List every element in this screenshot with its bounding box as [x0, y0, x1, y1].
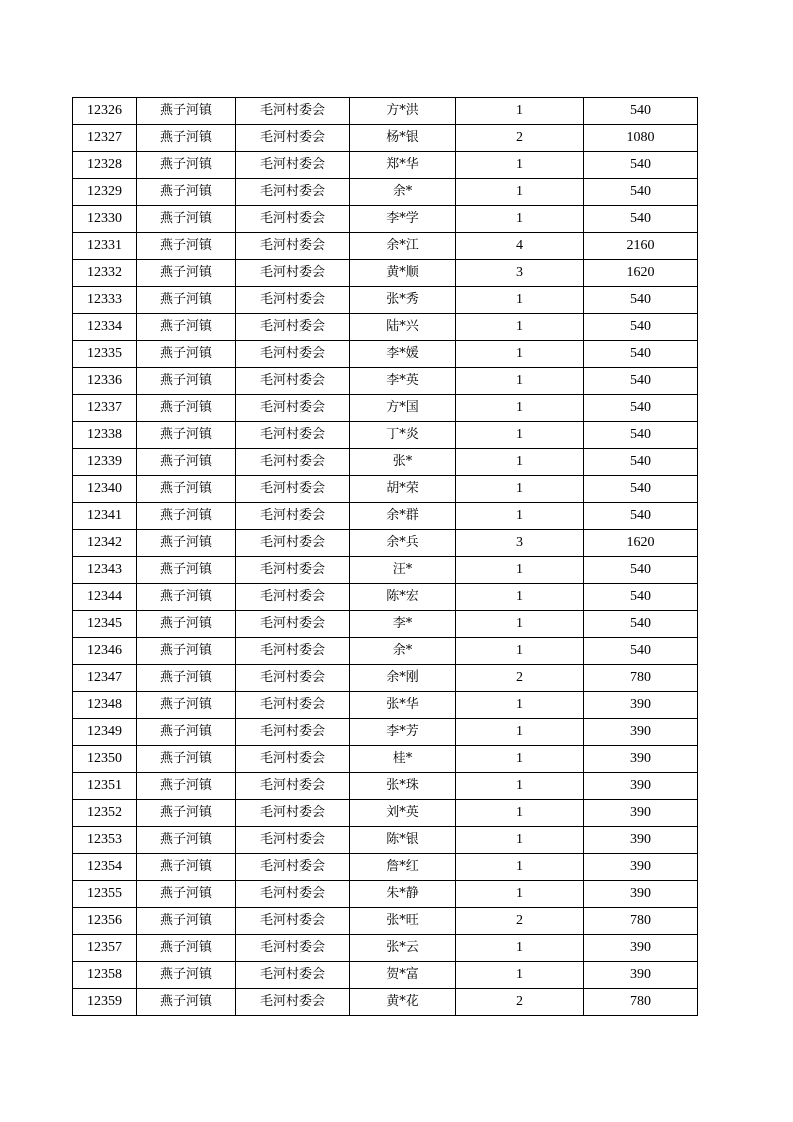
village-cell: 毛河村委会 — [236, 854, 350, 881]
amount-cell: 540 — [584, 422, 698, 449]
count-cell: 1 — [456, 800, 584, 827]
town-cell: 燕子河镇 — [137, 665, 236, 692]
village-cell: 毛河村委会 — [236, 98, 350, 125]
row-id-cell: 12346 — [73, 638, 137, 665]
name-cell: 方*国 — [350, 395, 456, 422]
table-row — [73, 935, 698, 962]
name-cell: 黄*花 — [350, 989, 456, 1016]
table-row — [73, 800, 698, 827]
town-cell: 燕子河镇 — [137, 125, 236, 152]
amount-cell: 540 — [584, 638, 698, 665]
name-cell: 张*华 — [350, 692, 456, 719]
name-cell: 汪* — [350, 557, 456, 584]
name-cell: 余*江 — [350, 233, 456, 260]
table-row — [73, 989, 698, 1016]
count-cell: 1 — [456, 773, 584, 800]
table-row — [73, 449, 698, 476]
amount-cell: 390 — [584, 827, 698, 854]
town-cell: 燕子河镇 — [137, 854, 236, 881]
town-cell: 燕子河镇 — [137, 584, 236, 611]
row-id-cell: 12340 — [73, 476, 137, 503]
table-row — [73, 395, 698, 422]
table-row — [73, 206, 698, 233]
village-cell: 毛河村委会 — [236, 584, 350, 611]
name-cell: 陈*银 — [350, 827, 456, 854]
count-cell: 1 — [456, 179, 584, 206]
table-row — [73, 719, 698, 746]
count-cell: 3 — [456, 530, 584, 557]
village-cell: 毛河村委会 — [236, 260, 350, 287]
town-cell: 燕子河镇 — [137, 152, 236, 179]
village-cell: 毛河村委会 — [236, 233, 350, 260]
town-cell: 燕子河镇 — [137, 773, 236, 800]
name-cell: 余* — [350, 179, 456, 206]
table-row — [73, 692, 698, 719]
count-cell: 1 — [456, 341, 584, 368]
row-id-cell: 12343 — [73, 557, 137, 584]
village-cell: 毛河村委会 — [236, 692, 350, 719]
row-id-cell: 12355 — [73, 881, 137, 908]
table-row — [73, 773, 698, 800]
amount-cell: 390 — [584, 719, 698, 746]
town-cell: 燕子河镇 — [137, 98, 236, 125]
name-cell: 余* — [350, 638, 456, 665]
table-row — [73, 233, 698, 260]
village-cell: 毛河村委会 — [236, 638, 350, 665]
row-id-cell: 12347 — [73, 665, 137, 692]
count-cell: 1 — [456, 368, 584, 395]
count-cell: 1 — [456, 935, 584, 962]
row-id-cell: 12328 — [73, 152, 137, 179]
count-cell: 1 — [456, 206, 584, 233]
table-row — [73, 962, 698, 989]
row-id-cell: 12335 — [73, 341, 137, 368]
table-row — [73, 584, 698, 611]
name-cell: 李*媛 — [350, 341, 456, 368]
village-cell: 毛河村委会 — [236, 395, 350, 422]
count-cell: 1 — [456, 557, 584, 584]
name-cell: 余*兵 — [350, 530, 456, 557]
count-cell: 1 — [456, 287, 584, 314]
village-cell: 毛河村委会 — [236, 557, 350, 584]
town-cell: 燕子河镇 — [137, 746, 236, 773]
count-cell: 1 — [456, 827, 584, 854]
table-body — [73, 98, 698, 1016]
village-cell: 毛河村委会 — [236, 530, 350, 557]
name-cell: 杨*银 — [350, 125, 456, 152]
town-cell: 燕子河镇 — [137, 881, 236, 908]
town-cell: 燕子河镇 — [137, 341, 236, 368]
name-cell: 李*芳 — [350, 719, 456, 746]
count-cell: 1 — [456, 584, 584, 611]
village-cell: 毛河村委会 — [236, 935, 350, 962]
row-id-cell: 12327 — [73, 125, 137, 152]
town-cell: 燕子河镇 — [137, 692, 236, 719]
count-cell: 1 — [456, 503, 584, 530]
table-row — [73, 125, 698, 152]
town-cell: 燕子河镇 — [137, 314, 236, 341]
village-cell: 毛河村委会 — [236, 719, 350, 746]
table-row — [73, 908, 698, 935]
amount-cell: 390 — [584, 746, 698, 773]
table-row — [73, 611, 698, 638]
amount-cell: 540 — [584, 611, 698, 638]
row-id-cell: 12351 — [73, 773, 137, 800]
amount-cell: 540 — [584, 449, 698, 476]
table-row — [73, 746, 698, 773]
name-cell: 陆*兴 — [350, 314, 456, 341]
count-cell: 2 — [456, 125, 584, 152]
name-cell: 郑*华 — [350, 152, 456, 179]
amount-cell: 540 — [584, 368, 698, 395]
village-cell: 毛河村委会 — [236, 152, 350, 179]
row-id-cell: 12342 — [73, 530, 137, 557]
town-cell: 燕子河镇 — [137, 503, 236, 530]
town-cell: 燕子河镇 — [137, 233, 236, 260]
amount-cell: 780 — [584, 665, 698, 692]
village-cell: 毛河村委会 — [236, 989, 350, 1016]
amount-cell: 390 — [584, 935, 698, 962]
name-cell: 张* — [350, 449, 456, 476]
row-id-cell: 12352 — [73, 800, 137, 827]
village-cell: 毛河村委会 — [236, 422, 350, 449]
count-cell: 1 — [456, 422, 584, 449]
town-cell: 燕子河镇 — [137, 530, 236, 557]
town-cell: 燕子河镇 — [137, 719, 236, 746]
town-cell: 燕子河镇 — [137, 557, 236, 584]
name-cell: 余*刚 — [350, 665, 456, 692]
count-cell: 4 — [456, 233, 584, 260]
name-cell: 胡*荣 — [350, 476, 456, 503]
table-row — [73, 827, 698, 854]
row-id-cell: 12326 — [73, 98, 137, 125]
count-cell: 1 — [456, 692, 584, 719]
row-id-cell: 12339 — [73, 449, 137, 476]
village-cell: 毛河村委会 — [236, 368, 350, 395]
row-id-cell: 12358 — [73, 962, 137, 989]
table-row — [73, 557, 698, 584]
table-row — [73, 422, 698, 449]
village-cell: 毛河村委会 — [236, 773, 350, 800]
table-row — [73, 287, 698, 314]
row-id-cell: 12330 — [73, 206, 137, 233]
name-cell: 李*英 — [350, 368, 456, 395]
town-cell: 燕子河镇 — [137, 422, 236, 449]
count-cell: 1 — [456, 611, 584, 638]
row-id-cell: 12337 — [73, 395, 137, 422]
row-id-cell: 12357 — [73, 935, 137, 962]
row-id-cell: 12348 — [73, 692, 137, 719]
table-row — [73, 179, 698, 206]
amount-cell: 540 — [584, 476, 698, 503]
amount-cell: 540 — [584, 152, 698, 179]
village-cell: 毛河村委会 — [236, 179, 350, 206]
village-cell: 毛河村委会 — [236, 827, 350, 854]
amount-cell: 390 — [584, 692, 698, 719]
village-cell: 毛河村委会 — [236, 665, 350, 692]
name-cell: 张*旺 — [350, 908, 456, 935]
table-row — [73, 638, 698, 665]
table-row — [73, 98, 698, 125]
table-row — [73, 152, 698, 179]
amount-cell: 780 — [584, 908, 698, 935]
row-id-cell: 12353 — [73, 827, 137, 854]
count-cell: 2 — [456, 908, 584, 935]
name-cell: 李* — [350, 611, 456, 638]
village-cell: 毛河村委会 — [236, 476, 350, 503]
row-id-cell: 12336 — [73, 368, 137, 395]
amount-cell: 390 — [584, 773, 698, 800]
town-cell: 燕子河镇 — [137, 989, 236, 1016]
amount-cell: 540 — [584, 98, 698, 125]
name-cell: 詹*红 — [350, 854, 456, 881]
village-cell: 毛河村委会 — [236, 611, 350, 638]
row-id-cell: 12333 — [73, 287, 137, 314]
row-id-cell: 12359 — [73, 989, 137, 1016]
row-id-cell: 12350 — [73, 746, 137, 773]
village-cell: 毛河村委会 — [236, 800, 350, 827]
amount-cell: 540 — [584, 341, 698, 368]
row-id-cell: 12356 — [73, 908, 137, 935]
count-cell: 1 — [456, 98, 584, 125]
row-id-cell: 12334 — [73, 314, 137, 341]
table-row — [73, 476, 698, 503]
count-cell: 1 — [456, 962, 584, 989]
row-id-cell: 12332 — [73, 260, 137, 287]
village-cell: 毛河村委会 — [236, 206, 350, 233]
amount-cell: 540 — [584, 584, 698, 611]
table-row — [73, 881, 698, 908]
town-cell: 燕子河镇 — [137, 908, 236, 935]
name-cell: 刘*英 — [350, 800, 456, 827]
town-cell: 燕子河镇 — [137, 206, 236, 233]
count-cell: 1 — [456, 854, 584, 881]
town-cell: 燕子河镇 — [137, 638, 236, 665]
table-row — [73, 314, 698, 341]
amount-cell: 780 — [584, 989, 698, 1016]
table-row — [73, 854, 698, 881]
name-cell: 黄*顺 — [350, 260, 456, 287]
count-cell: 1 — [456, 314, 584, 341]
table-row — [73, 530, 698, 557]
town-cell: 燕子河镇 — [137, 935, 236, 962]
name-cell: 张*云 — [350, 935, 456, 962]
amount-cell: 540 — [584, 287, 698, 314]
town-cell: 燕子河镇 — [137, 260, 236, 287]
name-cell: 李*学 — [350, 206, 456, 233]
count-cell: 1 — [456, 638, 584, 665]
amount-cell: 390 — [584, 800, 698, 827]
town-cell: 燕子河镇 — [137, 395, 236, 422]
count-cell: 1 — [456, 395, 584, 422]
row-id-cell: 12345 — [73, 611, 137, 638]
count-cell: 1 — [456, 152, 584, 179]
town-cell: 燕子河镇 — [137, 611, 236, 638]
village-cell: 毛河村委会 — [236, 908, 350, 935]
town-cell: 燕子河镇 — [137, 962, 236, 989]
amount-cell: 390 — [584, 962, 698, 989]
data-table — [72, 97, 698, 1016]
amount-cell: 540 — [584, 503, 698, 530]
amount-cell: 540 — [584, 314, 698, 341]
row-id-cell: 12331 — [73, 233, 137, 260]
amount-cell: 1080 — [584, 125, 698, 152]
village-cell: 毛河村委会 — [236, 125, 350, 152]
row-id-cell: 12349 — [73, 719, 137, 746]
amount-cell: 390 — [584, 881, 698, 908]
village-cell: 毛河村委会 — [236, 341, 350, 368]
amount-cell: 540 — [584, 206, 698, 233]
row-id-cell: 12338 — [73, 422, 137, 449]
table-row — [73, 368, 698, 395]
table-row — [73, 503, 698, 530]
row-id-cell: 12341 — [73, 503, 137, 530]
village-cell: 毛河村委会 — [236, 287, 350, 314]
name-cell: 方*洪 — [350, 98, 456, 125]
town-cell: 燕子河镇 — [137, 368, 236, 395]
village-cell: 毛河村委会 — [236, 962, 350, 989]
name-cell: 陈*宏 — [350, 584, 456, 611]
town-cell: 燕子河镇 — [137, 800, 236, 827]
amount-cell: 2160 — [584, 233, 698, 260]
row-id-cell: 12354 — [73, 854, 137, 881]
count-cell: 2 — [456, 989, 584, 1016]
village-cell: 毛河村委会 — [236, 314, 350, 341]
name-cell: 张*秀 — [350, 287, 456, 314]
name-cell: 丁*炎 — [350, 422, 456, 449]
amount-cell: 390 — [584, 854, 698, 881]
table-row — [73, 260, 698, 287]
name-cell: 张*珠 — [350, 773, 456, 800]
amount-cell: 1620 — [584, 260, 698, 287]
table-row — [73, 341, 698, 368]
town-cell: 燕子河镇 — [137, 827, 236, 854]
count-cell: 1 — [456, 746, 584, 773]
count-cell: 1 — [456, 719, 584, 746]
amount-cell: 1620 — [584, 530, 698, 557]
amount-cell: 540 — [584, 557, 698, 584]
town-cell: 燕子河镇 — [137, 476, 236, 503]
town-cell: 燕子河镇 — [137, 179, 236, 206]
count-cell: 2 — [456, 665, 584, 692]
count-cell: 3 — [456, 260, 584, 287]
amount-cell: 540 — [584, 395, 698, 422]
name-cell: 贺*富 — [350, 962, 456, 989]
name-cell: 朱*静 — [350, 881, 456, 908]
village-cell: 毛河村委会 — [236, 746, 350, 773]
row-id-cell: 12329 — [73, 179, 137, 206]
row-id-cell: 12344 — [73, 584, 137, 611]
count-cell: 1 — [456, 476, 584, 503]
name-cell: 余*群 — [350, 503, 456, 530]
village-cell: 毛河村委会 — [236, 449, 350, 476]
amount-cell: 540 — [584, 179, 698, 206]
name-cell: 桂* — [350, 746, 456, 773]
town-cell: 燕子河镇 — [137, 449, 236, 476]
count-cell: 1 — [456, 881, 584, 908]
village-cell: 毛河村委会 — [236, 503, 350, 530]
village-cell: 毛河村委会 — [236, 881, 350, 908]
town-cell: 燕子河镇 — [137, 287, 236, 314]
count-cell: 1 — [456, 449, 584, 476]
table-row — [73, 665, 698, 692]
